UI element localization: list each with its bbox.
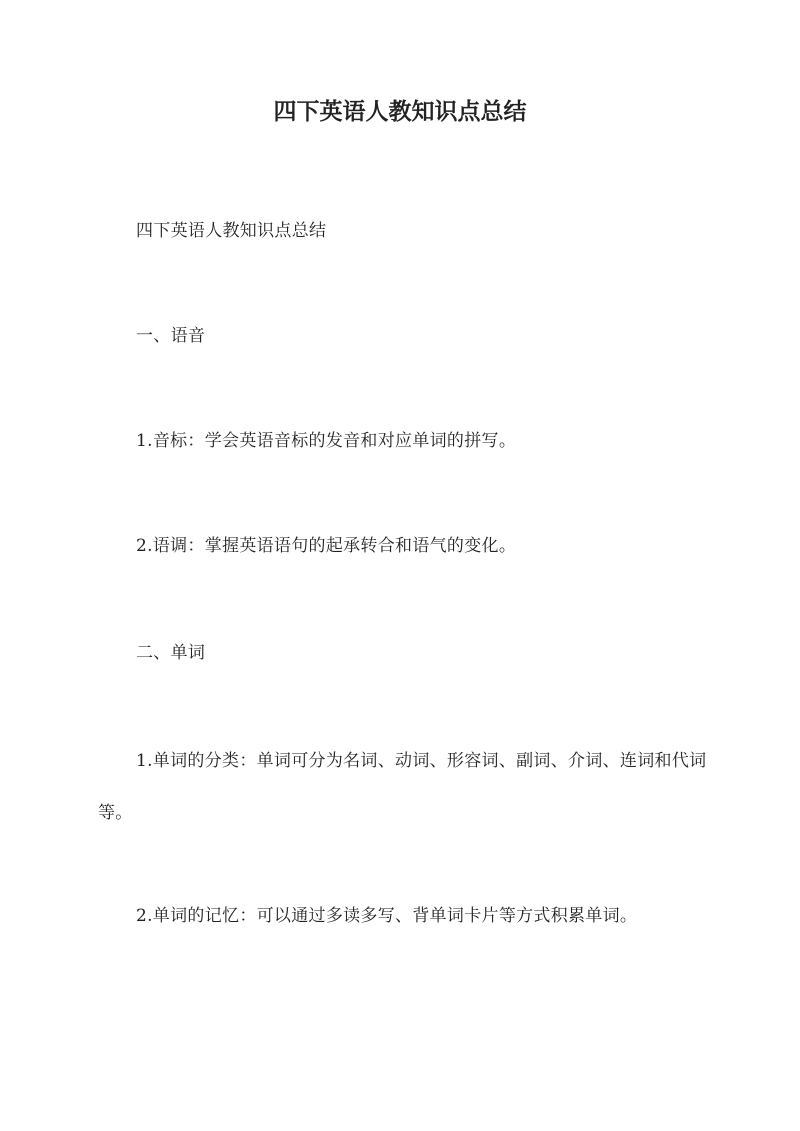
section-heading-words: 二、单词 (136, 643, 206, 663)
section-heading-phonetics: 一、语音 (136, 326, 206, 346)
phonetics-item-2: 2.语调：掌握英语语句的起承转合和语气的变化。 (136, 536, 517, 556)
words-item-2: 2.单词的记忆：可以通过多读多写、背单词卡片等方式积累单词。 (136, 906, 638, 926)
phonetics-item-1: 1.音标：学会英语音标的发音和对应单词的拼写。 (136, 431, 517, 451)
document-title: 四下英语人教知识点总结 (273, 98, 527, 125)
intro-paragraph: 四下英语人教知识点总结 (136, 221, 327, 241)
words-item-1: 1.单词的分类：单词可分为名词、动词、形容词、副词、介词、连词和代词等。 (98, 751, 707, 823)
